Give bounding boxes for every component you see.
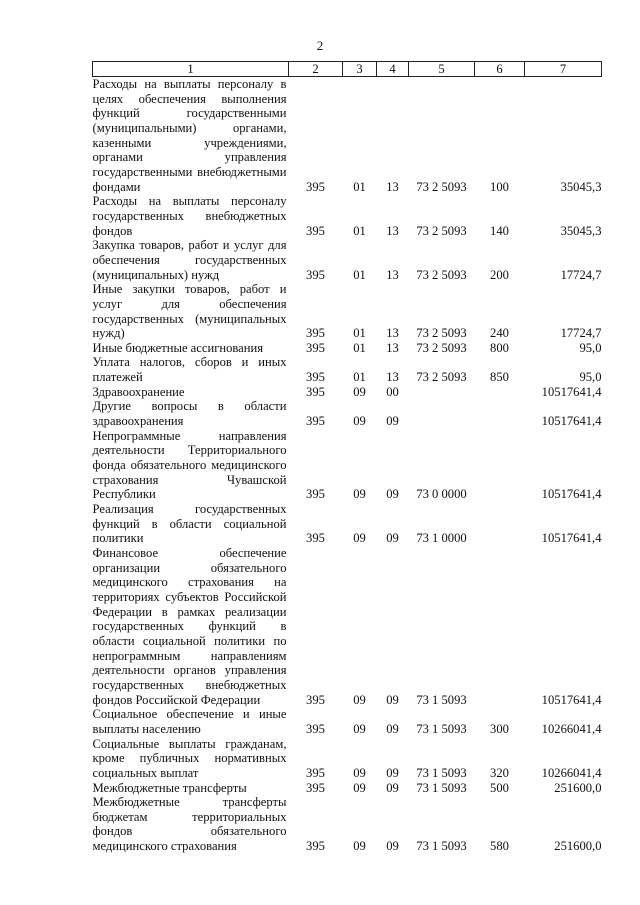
row-name-cell: Межбюджетные трансферты [92,780,247,795]
section-code-cell: 01 [353,326,366,341]
column-header-5: 5 [409,62,475,77]
table-row [93,707,602,736]
section-code-cell: 01 [353,340,366,355]
table-row [93,238,602,282]
table-row [93,194,602,238]
amount-cell: 35045,3 [560,223,602,238]
section-code-cell: 09 [353,531,366,546]
expense-kind-cell [475,546,525,707]
expense-kind-cell [475,502,525,546]
subsection-code-cell: 09 [386,692,399,707]
table-row [93,77,602,195]
admin-code-cell: 395 [306,414,325,429]
amount-cell: 95,0 [579,340,602,355]
column-header-6: 6 [475,62,525,77]
amount-cell: 10517641,4 [541,414,602,429]
expense-kind-cell: 100 [490,179,509,194]
admin-code-cell: 395 [306,326,325,341]
expense-kind-cell: 800 [490,340,509,355]
row-name-cell: Социальное обеспечение и иные выплаты населению [92,707,287,736]
expense-kind-cell: 850 [490,370,509,385]
section-code-cell: 01 [353,267,366,282]
subsection-code-cell: 00 [386,384,399,399]
admin-code-cell: 395 [306,384,325,399]
table-row [93,282,602,341]
section-code-cell: 09 [353,414,366,429]
subsection-code-cell: 09 [386,414,399,429]
section-code-cell: 01 [353,370,366,385]
section-code-cell: 09 [353,692,366,707]
admin-code-cell: 395 [306,721,325,736]
amount-cell: 95,0 [579,370,602,385]
section-code-cell: 09 [353,765,366,780]
amount-cell: 17724,7 [560,326,602,341]
target-article-cell: 73 1 5093 [416,839,467,854]
expense-kind-cell [475,385,525,400]
table-row [93,341,602,356]
target-article-cell: 73 1 5093 [416,780,467,795]
table-row [93,502,602,546]
admin-code-cell: 395 [306,487,325,502]
table-row [93,781,602,796]
section-code-cell: 01 [353,179,366,194]
admin-code-cell: 395 [306,780,325,795]
subsection-code-cell: 09 [386,780,399,795]
expense-kind-cell: 240 [490,326,509,341]
table-row [93,429,602,502]
row-name-cell: Здравоохранение [92,384,185,399]
admin-code-cell: 395 [306,692,325,707]
row-name-cell: Другие вопросы в области здравоохранения [92,399,287,429]
row-name-cell: Уплата налогов, сборов и иных платежей [92,355,287,385]
amount-cell: 10517641,4 [541,487,602,502]
column-header-2: 2 [289,62,343,77]
amount-cell: 10517641,4 [541,692,602,707]
table-body [93,77,602,854]
subsection-code-cell: 09 [386,721,399,736]
amount-cell: 251600,0 [554,839,602,854]
admin-code-cell: 395 [306,765,325,780]
row-name-cell: Социальные выплаты гражданам, кроме публичных нормативных социальных выплат [92,736,287,780]
subsection-code-cell: 13 [386,223,399,238]
target-article-cell [409,399,475,428]
admin-code-cell: 395 [306,179,325,194]
budget-table [92,61,602,854]
row-name-cell: Реализация государственных функций в области социальной политики [92,502,287,546]
expense-kind-cell: 500 [490,780,509,795]
target-article-cell: 73 2 5093 [416,223,467,238]
table-row [93,385,602,400]
row-name-cell: Расходы на выплаты персоналу государственных внебюджетных фондов [92,194,287,238]
expense-kind-cell: 200 [490,267,509,282]
row-name-cell: Непрограммные направления деятельности Территориального фонда обязательного медицинского страхования Чувашской Республики [92,428,287,502]
section-code-cell: 09 [353,721,366,736]
subsection-code-cell: 09 [386,531,399,546]
target-article-cell: 73 1 5093 [416,721,467,736]
target-article-cell: 73 0 0000 [416,487,467,502]
amount-cell: 10517641,4 [541,531,602,546]
target-article-cell: 73 1 5093 [416,692,467,707]
admin-code-cell: 395 [306,340,325,355]
column-header-3: 3 [343,62,377,77]
row-name-cell: Закупка товаров, работ и услуг для обеспечения государственных (муниципальных) нужд [92,238,287,282]
section-code-cell: 09 [353,384,366,399]
section-code-cell: 09 [353,487,366,502]
expense-kind-cell: 580 [490,839,509,854]
target-article-cell: 73 2 5093 [416,370,467,385]
amount-cell: 10266041,4 [541,721,602,736]
table-row [93,795,602,854]
amount-cell: 10517641,4 [541,384,602,399]
target-article-cell [409,385,475,400]
section-code-cell: 09 [353,839,366,854]
table-row [93,737,602,781]
expense-kind-cell: 140 [490,223,509,238]
section-code-cell: 09 [353,780,366,795]
subsection-code-cell: 13 [386,326,399,341]
row-name-cell: Расходы на выплаты персоналу в целях обеспечения выполнения функций государственными (муниципальными) органами, казенными учреждениями, органами управления государственными внебюджетными фондами [92,77,287,194]
subsection-code-cell: 13 [386,179,399,194]
subsection-code-cell: 13 [386,267,399,282]
target-article-cell: 73 2 5093 [416,179,467,194]
table-header-row [93,62,602,77]
amount-cell: 251600,0 [554,780,602,795]
table-row [93,355,602,384]
row-name-cell: Иные бюджетные ассигнования [92,340,264,355]
row-name-cell: Межбюджетные трансферты бюджетам территориальных фондов обязательного медицинского страхования [92,795,287,854]
admin-code-cell: 395 [306,531,325,546]
amount-cell: 10266041,4 [541,765,602,780]
subsection-code-cell: 13 [386,370,399,385]
subsection-code-cell: 09 [386,765,399,780]
amount-cell: 35045,3 [560,179,602,194]
subsection-code-cell: 13 [386,340,399,355]
expense-kind-cell: 320 [490,765,509,780]
row-name-cell: Финансовое обеспечение организации обязательного медицинского страхования на территориях субъектов Российской Федерации в рамках реализации государственных функций в области социальной политики по непрограммным направлениям деятельности органов управления государственных внебюджетных фондов Российской Федерации [92,546,287,707]
table-row [93,546,602,707]
column-header-1: 1 [93,62,289,77]
admin-code-cell: 395 [306,839,325,854]
subsection-code-cell: 09 [386,839,399,854]
expense-kind-cell: 300 [490,721,509,736]
target-article-cell: 73 2 5093 [416,267,467,282]
target-article-cell: 73 1 5093 [416,765,467,780]
row-name-cell: Иные закупки товаров, работ и услуг для обеспечения государственных (муниципальных нужд) [92,282,287,341]
target-article-cell: 73 1 0000 [416,531,467,546]
expense-kind-cell [475,429,525,502]
amount-cell: 17724,7 [560,267,602,282]
page-number: 2 [316,38,324,53]
target-article-cell: 73 2 5093 [416,326,467,341]
subsection-code-cell: 09 [386,487,399,502]
admin-code-cell: 395 [306,267,325,282]
table-row [93,399,602,428]
expense-kind-cell [475,399,525,428]
column-header-4: 4 [377,62,409,77]
admin-code-cell: 395 [306,223,325,238]
admin-code-cell: 395 [306,370,325,385]
column-header-7: 7 [525,62,602,77]
target-article-cell: 73 2 5093 [416,340,467,355]
section-code-cell: 01 [353,223,366,238]
